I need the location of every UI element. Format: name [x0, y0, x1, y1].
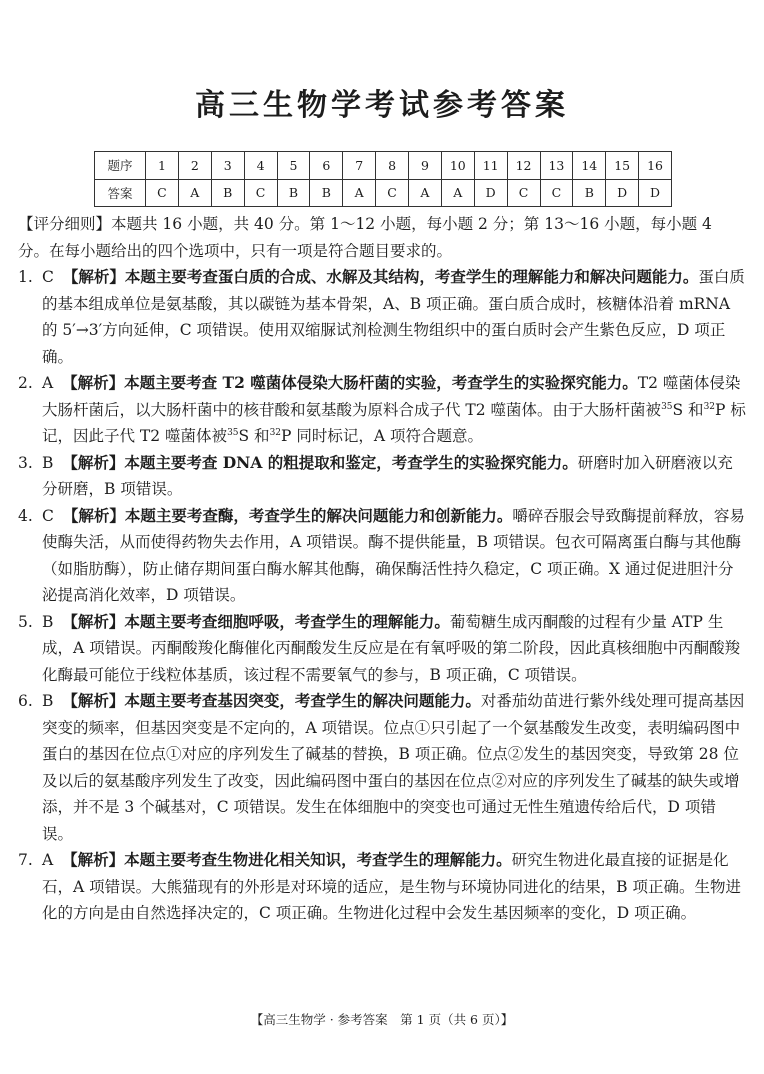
explanation-text: 研究生物进化最直接的证据是化石，A 项错误。大熊猫现有的外形是对环境的适应，是生物与环境协同进化的结果，B 项正确。生物进化的方向是由自然选择决定的，C 项正确。生物进化过程中会发生基因频率的变化，D 项正确。 — [42, 851, 741, 922]
question-number-cell: 16 — [639, 152, 672, 180]
exam-focus: 本题主要考查 DNA 的粗提取和鉴定，考查学生的实验探究能力。 — [124, 452, 578, 472]
explanation-text: 蛋白质的基本组成单位是氨基酸，其以碳链为基本骨架，A、B 项正确。蛋白质合成时，核糖体沿着 mRNA 的 5 — [42, 268, 745, 339]
answer-letter: A — [42, 374, 54, 392]
question-number: 5. — [18, 612, 33, 631]
answer-cell: D — [474, 179, 507, 207]
question-3-explanation — [18, 450, 746, 503]
question-number-cell: 5 — [277, 152, 310, 180]
question-number-cell: 9 — [409, 152, 442, 180]
answer-explanations — [18, 211, 746, 927]
scoring-note: 【评分细则】本题共 16 小题，共 40 分。第 1～12 小题，每小题 2 分；第 13～16 小题，每小题 4 分。在每小题给出的四个选项中，只有一项是符合题目要求的。 — [18, 215, 712, 260]
question-number-cell: 12 — [507, 152, 540, 180]
analysis-tag: 【解析】 — [62, 505, 125, 525]
question-number-cell: 15 — [606, 152, 639, 180]
explanation-text: P 标记，因此子代 T2 噬菌体被 — [42, 400, 746, 445]
question-4-explanation — [18, 503, 746, 609]
answer-letter: A — [42, 851, 54, 869]
answer-cell: A — [441, 179, 474, 207]
explanation-text: 葡萄糖生成丙酮酸的过程有少量 ATP 生成，A 项错误。丙酮酸羧化酶催化丙酮酸发生反应是在有氧呼吸的第二阶段，因此真核细胞中丙酮酸羧化酶最可能位于线粒体基质，该过程不需要氧气的参与，B 项正确，C 项错误。 — [42, 612, 741, 684]
explanation-text: S 和 — [238, 427, 270, 445]
answer-table-number-row — [95, 152, 672, 180]
row-label-answer: 答案 — [95, 179, 146, 207]
isotope-mass-number: 32 — [703, 401, 716, 412]
answer-cell: B — [277, 179, 310, 207]
question-number-cell: 2 — [178, 152, 211, 180]
answer-cell: D — [606, 179, 639, 207]
question-number: 2. — [18, 374, 33, 392]
analysis-tag: 【解析】 — [62, 691, 125, 710]
answer-cell: C — [146, 179, 179, 207]
analysis-tag: 【解析】 — [62, 452, 125, 472]
question-number-cell: 13 — [540, 152, 573, 180]
answer-letter: C — [42, 268, 54, 286]
isotope-mass-number: 35 — [227, 427, 239, 438]
question-number-cell: 7 — [343, 152, 376, 180]
answer-letter: B — [42, 692, 54, 710]
answer-cell: C — [244, 179, 277, 207]
answer-cell: C — [507, 179, 540, 207]
question-number-cell: 14 — [573, 152, 606, 180]
analysis-tag: 【解析】 — [62, 373, 125, 392]
page-title: 高三生物学考试参考答案 — [195, 88, 569, 123]
row-label-number: 题序 — [95, 152, 146, 180]
answer-cell: C — [376, 179, 409, 207]
answer-table — [94, 151, 672, 207]
exam-focus: 本题主要考查 T2 噬菌体侵染大肠杆菌的实验，考查学生的实验探究能力。 — [124, 373, 638, 392]
page-footer: 【高三生物学 · 参考答案 第 1 页（共 6 页）】 — [250, 1012, 514, 1027]
question-1-explanation — [18, 264, 746, 370]
isotope-mass-number: 32 — [269, 427, 282, 438]
answer-cell: A — [178, 179, 211, 207]
exam-focus: 本题主要考查生物进化相关知识，考查学生的理解能力。 — [124, 850, 512, 869]
answer-cell: B — [573, 179, 606, 207]
explanation-text: 对番茄幼苗进行紫外线处理可提高基因突变的频率，但基因突变是不定向的，A 项错误。位点①只引起了一个氨基酸发生改变，表明编码图中蛋白的基因在位点①对应的序列发生了碱基的替换，B 项正确。位点②发生的基因突变，导致第 28 位及以后的氨基酸序列发生了改变，因此编码图中蛋白的基因在位点②对应的序列发生了碱基的缺失或增添，并不是 3 个碱基对，C 项错误。发生在体细胞中的突变也可通过无性生殖遗传给后代，D 项错误。 — [42, 692, 745, 843]
question-2-explanation — [18, 370, 746, 450]
exam-focus: 本题主要考查基因突变，考查学生的解决问题能力。 — [124, 691, 481, 710]
question-number-cell: 8 — [376, 152, 409, 180]
isotope-mass-number: 35 — [661, 401, 673, 412]
question-7-explanation — [18, 847, 746, 927]
answer-table-answer-row — [95, 179, 672, 207]
analysis-tag: 【解析】 — [62, 611, 125, 631]
explanation-text: T2 噬菌体侵染大肠杆菌后，以大肠杆菌中的核苷酸和氨基酸为原料合成子代 T2 噬菌体。由于大肠杆菌被 — [42, 374, 741, 419]
question-number: 7. — [18, 851, 33, 869]
exam-focus: 本题主要考查细胞呼吸，考查学生的理解能力。 — [124, 611, 450, 631]
explanation-text: 方向延伸，C 项错误。使用双缩脲试剂检测生物组织中的蛋白质时会产生紫色反应，D 项正确。 — [42, 321, 726, 366]
answer-letter: C — [42, 506, 54, 525]
answer-cell: A — [343, 179, 376, 207]
explanation-text: 研磨时加入研磨液以充分研磨，B 项错误。 — [42, 453, 733, 498]
question-number-cell: 6 — [310, 152, 343, 180]
explanation-text: P 同时标记，A 项符合题意。 — [281, 427, 483, 445]
exam-focus: 本题主要考查蛋白质的合成、水解及其结构，考查学生的理解能力和解决问题能力。 — [124, 267, 699, 286]
explanation-text: 嚼碎吞服会导致酶提前释放，容易使酶失活，从而使得药物失去作用，A 项错误。酶不提供能量，B 项错误。包衣可隔离蛋白酶与其他酶（如脂肪酶），防止储存期间蛋白酶水解其他酶，确保酶活性持久稳定，C 项正确。X 通过促进胆汁分泌提高消化效率，D 项错误。 — [42, 506, 745, 604]
question-number: 1. — [18, 268, 33, 286]
analysis-tag: 【解析】 — [62, 267, 125, 286]
answer-letter: B — [42, 612, 54, 631]
question-number: 3. — [18, 453, 33, 472]
question-number: 6. — [18, 692, 33, 710]
answer-cell: A — [409, 179, 442, 207]
question-number-cell: 1 — [146, 152, 179, 180]
answer-cell: B — [211, 179, 244, 207]
analysis-tag: 【解析】 — [62, 850, 125, 869]
answer-cell: C — [540, 179, 573, 207]
explanation-text: S 和 — [672, 400, 704, 419]
answer-letter: B — [42, 453, 54, 472]
direction-arrow: ′→3′ — [72, 321, 103, 339]
question-number-cell: 11 — [474, 152, 507, 180]
answer-cell: D — [639, 179, 672, 207]
exam-focus: 本题主要考查酶，考查学生的解决问题能力和创新能力。 — [124, 505, 513, 525]
answer-cell: B — [310, 179, 343, 207]
question-number-cell: 3 — [211, 152, 244, 180]
question-6-explanation — [18, 688, 746, 847]
question-number: 4. — [18, 506, 33, 525]
question-number-cell: 4 — [244, 152, 277, 180]
question-number-cell: 10 — [441, 152, 474, 180]
question-5-explanation — [18, 609, 746, 689]
